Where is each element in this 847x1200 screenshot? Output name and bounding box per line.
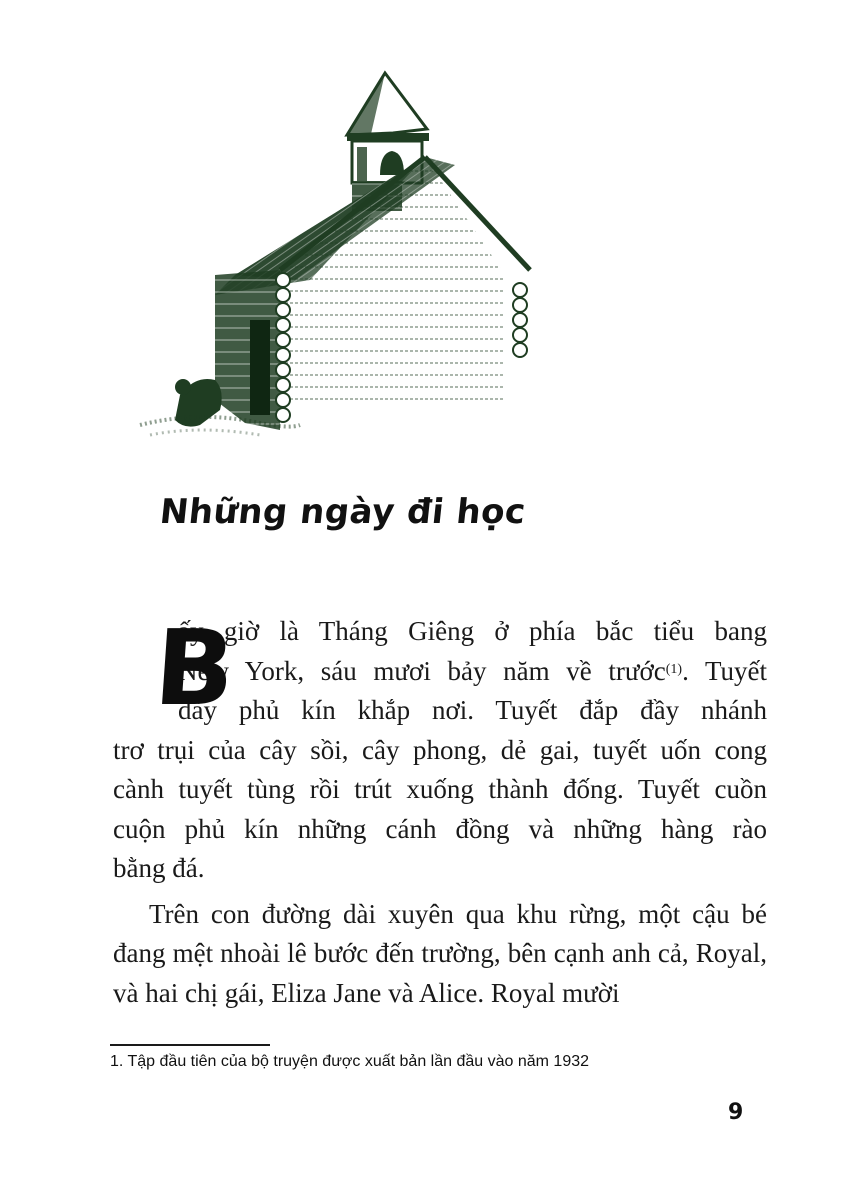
text-line: dày phủ kín khắp nơi. Tuyết đắp đầy nhánh <box>178 695 767 725</box>
page-number: 9 <box>728 1100 744 1125</box>
schoolhouse-drawing-icon <box>135 65 535 445</box>
text-fragment: New York, sáu mươi bảy năm về trước <box>178 655 666 686</box>
chapter-body <box>113 607 767 1013</box>
text-line: cành tuyết tùng rồi trút xuống thành đống. Tuyết cuồn <box>113 774 767 804</box>
text-line: cuộn phủ kín những cánh đồng và những hàng rào <box>113 813 767 844</box>
text-line: trơ trụi của cây sồi, cây phong, dẻ gai, tuyết uốn cong <box>113 734 767 765</box>
footnote-reference[interactable]: (1) <box>665 661 683 677</box>
chapter-title: Những ngày đi học <box>157 492 528 532</box>
text-line: bằng đá. <box>113 853 205 883</box>
drop-cap: B <box>150 607 239 729</box>
footnote-divider <box>110 1044 270 1046</box>
schoolhouse-illustration <box>135 65 535 445</box>
paragraph-2: Trên con đường dài xuyên qua khu rừng, một cậu bé đang mệt nhoài lê bước đến trường, bên cạnh anh cả, Royal, và hai chị gái, Eliza Jane và Alice. Royal mười <box>113 898 767 1008</box>
text-fragment: . Tuyết <box>682 655 767 686</box>
text-line: ấy giờ là Tháng Giêng ở phía bắc tiểu bang <box>178 616 767 646</box>
footnote: 1. Tập đầu tiên của bộ truyện được xuất bản lần đầu vào năm 1932 <box>110 1053 590 1070</box>
